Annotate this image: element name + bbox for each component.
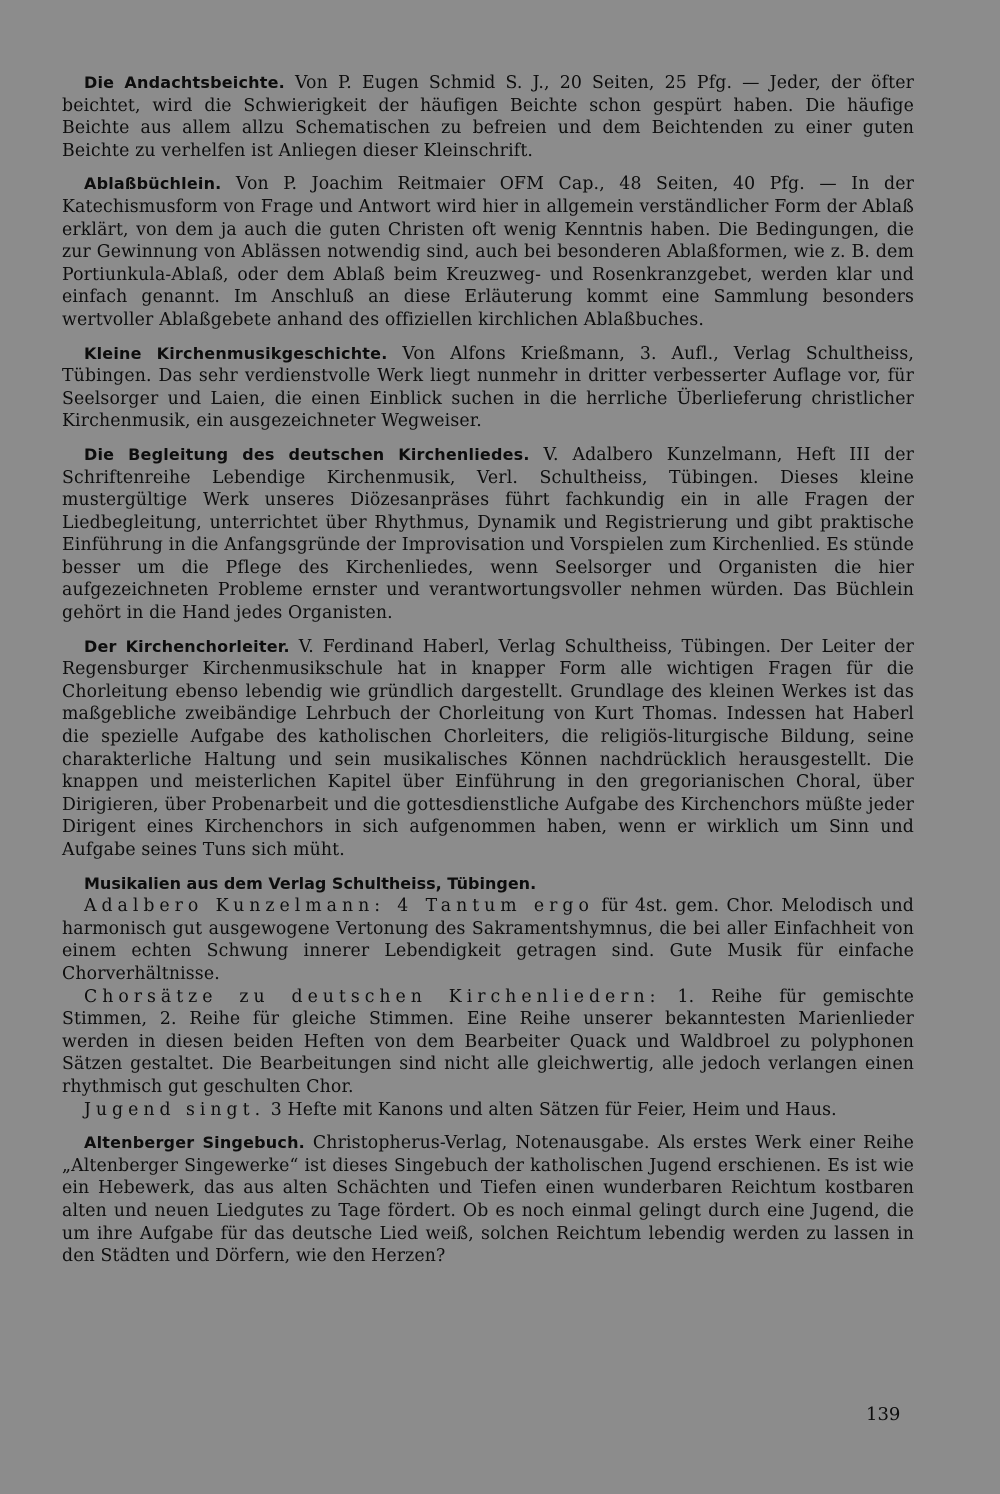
item-text: für 4st. gem. Chor. Melodisch und harmonisch gut ausgewogene Vertonung des Sakramentshymnus, die bei aller Einfachheit von einem echten Schwung innerer Lebendigkeit getragen sind. Gute Musik für einfache Chorverhältnisse.	[62, 896, 914, 984]
review-title: Der Kirchenchorleiter.	[84, 636, 290, 656]
page-number: 139	[866, 1404, 901, 1425]
review-title: Die Begleitung des deutschen Kirchenliedes.	[84, 444, 530, 464]
review-altenberger-singebuch	[62, 1132, 914, 1268]
review-ablassbuechlein	[62, 173, 914, 331]
item-text: 1. Reihe für gemischte Stimmen, 2. Reihe für gleiche Stimmen. Eine Reihe unserer bekanntesten Marienlieder werden in diesen beiden Heften von dem Bearbeiter Quack und Waldbroel zu polyphonen Sätzen gestaltet. Die Bearbeitungen sind nicht alle gleichwertig, alle jedoch verlangen einen rhythmisch gut geschulten Chor.	[62, 986, 914, 1097]
review-text: Von P. Joachim Reitmaier OFM Cap., 48 Seiten, 40 Pfg. — In der Katechismusform von Frage und Antwort wird hier in allgemein verständlicher Form der Ablaß erklärt, von dem ja auch die guten Christen oft wenig Kenntnis haben. Die Bedingungen, die zur Gewinnung von Ablässen notwendig sind, auch bei besonderen Ablaßformen, wie z. B. dem Portiunkula-Ablaß, oder dem Ablaß beim Kreuzweg- und Rosenkranzgebet, werden klar und einfach genannt. Im Anschluß an diese Erläuterung kommt eine Sammlung besonders wertvoller Ablaßgebete anhand des offiziellen kirchlichen Ablaßbuches.	[62, 174, 914, 330]
review-kirchenchorleiter	[62, 636, 914, 862]
review-title: Altenberger Singebuch.	[84, 1133, 305, 1153]
review-text: Von Alfons Krießmann, 3. Aufl., Verlag Schultheiss, Tübingen. Das sehr verdienstvolle Werk liegt nunmehr in dritter verbesserter Auflage vor, für Seelsorger und Laien, die einen Einblick suchen in die herrliche Überlieferung christlicher Kirchenmusik, ein ausgezeichneter Wegweiser.	[62, 343, 914, 432]
musikalien-item-chorsaetze	[62, 986, 914, 1099]
item-title: Adalbero Kunzelmann: 4 Tantum ergo	[84, 896, 594, 917]
musikalien-item-jugend-singt	[62, 1099, 914, 1122]
review-title: Ablaßbüchlein.	[84, 174, 222, 194]
review-kirchenmusikgeschichte	[62, 343, 914, 433]
review-andachtsbeichte	[62, 72, 914, 162]
item-title: Chorsätze zu deutschen Kirchenliedern:	[84, 986, 661, 1007]
musikalien-section	[62, 873, 914, 1122]
review-text: V. Ferdinand Haberl, Verlag Schultheiss, Tübingen. Der Leiter der Regensburger Kirchenmusikschule hat in knapper Form alle wichtigen Fragen für die Chorleitung ebenso lebendig wie gründlich dargestellt. Grundlage des kleinen Werkes ist das maßgebliche zweibändige Lehrbuch der Chorleitung von Kurt Thomas. Indessen hat Haberl die spezielle Aufgabe des katholischen Chorleiters, die religiös-liturgische Bildung, seine charakterliche Haltung und sein musikalisches Können nachdrücklich herausgestellt. Die knappen und meisterlichen Kapitel über Einführung in den gregorianischen Choral, über Dirigieren, über Probenarbeit und die gottesdienstliche Aufgabe des Kirchenchors müßte jeder Dirigent eines Kirchenchors in sich aufgenommen haben, wenn er wirklich um Sinn und Aufgabe seines Tuns sich müht.	[62, 636, 914, 860]
section-heading: Musikalien aus dem Verlag Schultheiss, Tübingen.	[84, 873, 537, 893]
review-text: Christopherus-Verlag, Notenausgabe. Als erstes Werk einer Reihe „Altenberger Singewerke“ ist dieses Singebuch der katholischen Jugend erschienen. Es ist wie ein Hebewerk, das aus alten Schächten und Tiefen einen wunderbaren Reichtum kostbaren alten und neuen Liedgutes zu Tage fördert. Ob es noch einmal gelingt durch eine Jugend, die um ihre Aufgabe für das deutsche Lied weiß, solchen Reichtum lebendig werden zu lassen in den Städten und Dörfern, wie den Herzen?	[62, 1133, 914, 1267]
review-title: Kleine Kirchenmusikgeschichte.	[84, 343, 388, 363]
page-content	[62, 72, 914, 1279]
review-begleitung-kirchenlied	[62, 444, 914, 625]
item-text: 3 Hefte mit Kanons und alten Sätzen für Feier, Heim und Haus.	[270, 1099, 837, 1120]
musikalien-item-tantum-ergo	[62, 895, 914, 985]
review-title: Die Andachtsbeichte.	[84, 73, 285, 92]
review-text: V. Adalbero Kunzelmann, Heft III der Schriftenreihe Lebendige Kirchenmusik, Verl. Schultheiss, Tübingen. Dieses kleine mustergültige Werk unseres Diözesanpräses führt fachkundig ein in alle Fragen der Liedbegleitung, unterrichtet über Rhythmus, Dynamik und Registrierung und gibt praktische Einführung in die Anfangsgründe der Improvisation und Vorspielen zum Kirchenlied. Es stünde besser um die Pflege des Kirchenliedes, wenn Seelsorger und Organisten die hier aufgezeichneten Probleme ernster und verantwortungsvoller nehmen würden. Das Büchlein gehört in die Hand jedes Organisten.	[62, 444, 914, 624]
item-title: Jugend singt.	[84, 1099, 266, 1120]
review-text: Von P. Eugen Schmid S. J., 20 Seiten, 25 Pfg. — Jeder, der öfter beichtet, wird die Schwierigkeit der häufigen Beichte schon gespürt haben. Die häufige Beichte aus allem allzu Schematischen zu befreien und dem Beichtenden zu einer guten Beichte zu verhelfen ist Anliegen dieser Kleinschrift.	[62, 73, 914, 161]
